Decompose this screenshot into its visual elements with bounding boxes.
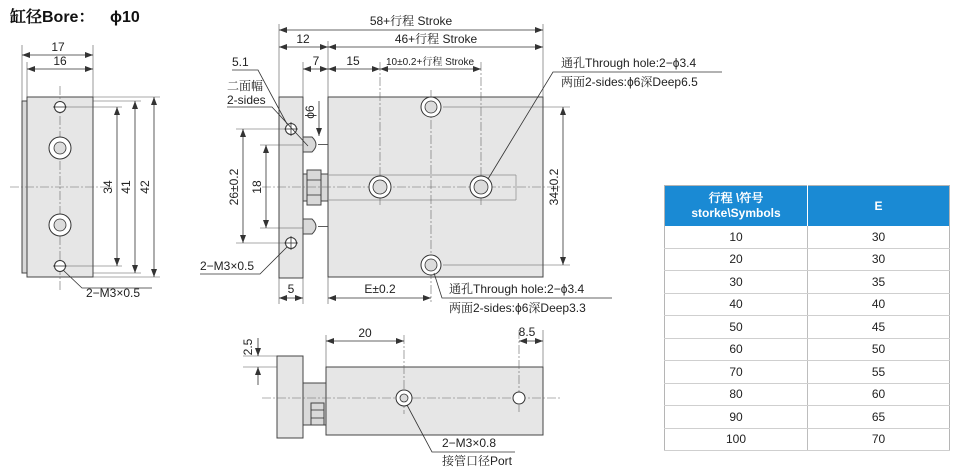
bore-title-value: ϕ10	[110, 9, 140, 26]
dim-5: 5	[287, 282, 295, 296]
dim-41: 41	[119, 180, 133, 194]
dim-16: 16	[53, 54, 67, 68]
bottom-view-nut	[311, 403, 324, 425]
dim-hole-pitch: 10±0.2+行程 Stroke	[385, 57, 475, 68]
table-cell-stroke: 70	[665, 361, 808, 384]
table-cell-e: 35	[808, 271, 950, 294]
table-cell-stroke: 100	[665, 428, 808, 451]
port-hole-2	[513, 392, 525, 404]
flats-label-en: 2-sides	[227, 93, 266, 107]
dim-20: 20	[358, 326, 372, 340]
table-row	[665, 383, 950, 406]
rod-nut	[307, 170, 321, 205]
end-view-hole-upper-large	[49, 137, 71, 159]
table-header-row	[665, 186, 950, 227]
table-row	[665, 361, 950, 384]
table-row	[665, 293, 950, 316]
body-hole-bottom	[421, 255, 441, 275]
dim-2-5: 2.5	[241, 338, 255, 356]
dim-17: 17	[51, 40, 65, 54]
body-through-hole-right	[470, 176, 492, 198]
end-view-hole-lower-large	[49, 214, 71, 236]
dim-body-length: 46+行程 Stroke	[394, 32, 478, 46]
table-cell-stroke: 10	[665, 226, 808, 248]
flats-label-cn: 二面幅	[227, 79, 264, 93]
end-view	[10, 40, 160, 300]
dim-42: 42	[138, 180, 152, 194]
table-header-stroke	[665, 186, 808, 227]
table-cell-e: 45	[808, 316, 950, 339]
table-cell-stroke: 20	[665, 248, 808, 271]
table-header-stroke-en: storke\Symbols	[691, 206, 781, 220]
stroke-dimension-table	[664, 185, 950, 451]
bottom-view-body	[326, 367, 543, 435]
table-cell-e: 40	[808, 293, 950, 316]
table-cell-stroke: 50	[665, 316, 808, 339]
table-cell-e: 30	[808, 226, 950, 248]
table-cell-stroke: 80	[665, 383, 808, 406]
table-header-e: E	[808, 186, 950, 227]
dim-18: 18	[250, 180, 264, 194]
dim-34: 34	[101, 180, 115, 194]
dim-8-5: 8.5	[518, 325, 536, 339]
table-cell-e: 70	[808, 428, 950, 451]
plate-thread-callout: 2−M3×0.5	[200, 259, 255, 273]
table-cell-e: 55	[808, 361, 950, 384]
dim-12: 12	[296, 32, 310, 46]
port-label: 接管口径Port	[442, 454, 513, 468]
body-hole-top	[421, 97, 441, 117]
bore-title-label: 缸径Bore：	[10, 9, 95, 26]
table-cell-e: 50	[808, 338, 950, 361]
port-thread-callout: 2−M3×0.8	[442, 436, 497, 450]
table-cell-e: 65	[808, 406, 950, 429]
bottom-view	[241, 325, 560, 468]
table-header-stroke-cn: 行程 \符号	[708, 191, 764, 205]
dim-5-1: 5.1	[232, 55, 249, 69]
table-cell-e: 60	[808, 383, 950, 406]
table-cell-e: 30	[808, 248, 950, 271]
dim-26: 26±0.2	[227, 168, 241, 206]
through-hole-note-bottom-line2: 两面2-sides:ϕ6深Deep3.3	[449, 301, 586, 315]
table-row	[665, 226, 950, 248]
through-hole-note-top-line1: 通孔Through hole:2−ϕ3.4	[561, 56, 697, 70]
through-hole-note-top-line2: 两面2-sides:ϕ6深Deep6.5	[561, 75, 698, 89]
table-cell-stroke: 40	[665, 293, 808, 316]
dim-E: E±0.2	[364, 282, 396, 296]
through-hole-note-bottom-line1: 通孔Through hole:2−ϕ3.4	[449, 282, 585, 296]
body-through-hole-left	[369, 176, 391, 198]
side-view	[200, 14, 722, 315]
bottom-view-plate	[277, 356, 303, 438]
table-cell-stroke: 60	[665, 338, 808, 361]
table-row	[665, 271, 950, 294]
table-row	[665, 338, 950, 361]
dim-phi6: ϕ6	[303, 105, 317, 119]
end-view-thread-callout: 2−M3×0.5	[86, 286, 141, 300]
port-hole-1	[396, 390, 412, 406]
table-cell-stroke: 90	[665, 406, 808, 429]
plate-bolt-bottom	[303, 219, 316, 234]
dim-34-02: 34±0.2	[547, 168, 561, 206]
dim-7: 7	[312, 54, 320, 68]
dim-overall-length: 58+行程 Stroke	[369, 14, 453, 28]
table-row	[665, 316, 950, 339]
plate-bolt-top	[303, 137, 316, 152]
table-row	[665, 406, 950, 429]
table-row	[665, 248, 950, 271]
table-cell-stroke: 30	[665, 271, 808, 294]
dim-15: 15	[346, 54, 360, 68]
table-row	[665, 428, 950, 451]
